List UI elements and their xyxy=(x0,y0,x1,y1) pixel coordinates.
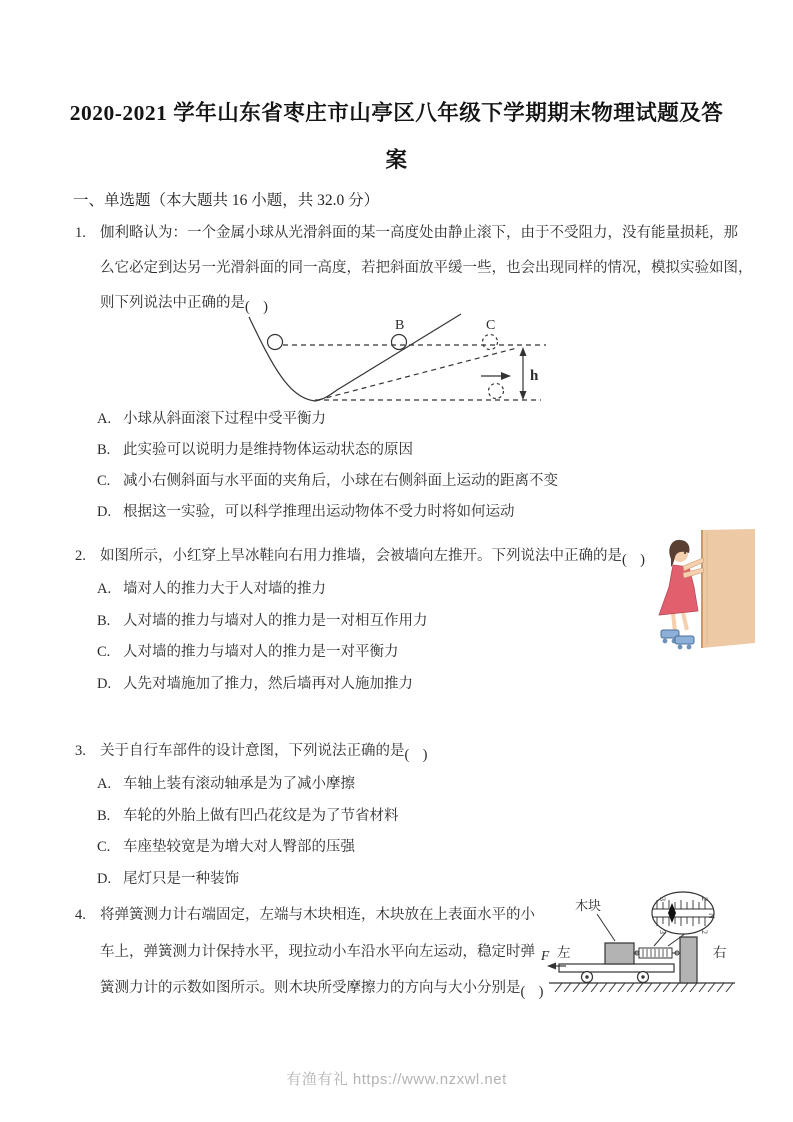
option-label: A. xyxy=(97,411,112,427)
question-1-options xyxy=(97,409,558,533)
option-label: D. xyxy=(97,504,112,520)
ball-start xyxy=(268,335,283,350)
option-text: 尾灯只是一种装饰 xyxy=(123,870,239,887)
option-label: C. xyxy=(97,839,111,855)
ball-b xyxy=(392,335,407,350)
option-text: 小球从斜面滚下过程中受平衡力 xyxy=(123,411,326,427)
answer-bracket: ( ) xyxy=(520,984,546,1000)
q4-spring-scale-cart-diagram xyxy=(535,886,763,998)
ball-c-label: C xyxy=(486,318,496,333)
ball-b-label: B xyxy=(395,318,405,333)
stem-line-text: 则下列说法中正确的是 xyxy=(100,295,245,311)
dial-number: 2 xyxy=(700,930,709,934)
fixed-post xyxy=(680,937,697,983)
page-title xyxy=(0,99,793,174)
ball-c-dashed xyxy=(483,335,498,350)
cart-wheel-hub xyxy=(585,975,588,978)
skate-wheel xyxy=(687,645,692,650)
force-label: F xyxy=(541,948,550,963)
option-text: 根据这一实验，可以科学推理出运动物体不受力时将如何运动 xyxy=(123,504,515,520)
option-label: A. xyxy=(97,776,112,792)
option-text: 人对墙的推力与墙对人的推力是一对平衡力 xyxy=(123,644,399,660)
stem-line-text: 簧测力计的示数如图所示。则木块所受摩擦力的方向与大小分别是 xyxy=(100,980,521,996)
option-label: C. xyxy=(97,644,111,660)
stem-line xyxy=(100,741,429,776)
page-title-line-1: 2020-2021 学年山东省枣庄市山亭区八年级下学期期末物理试题及答 xyxy=(69,101,724,125)
answer-bracket: ( ) xyxy=(404,747,430,763)
option-row xyxy=(97,674,428,706)
question-4-stem xyxy=(100,905,545,1015)
girl-leg xyxy=(673,613,675,632)
option-label: A. xyxy=(97,581,112,597)
option-row xyxy=(97,642,428,674)
stem-line xyxy=(100,546,647,581)
question-3-options xyxy=(97,774,399,900)
question-1-number: 1. xyxy=(75,225,86,241)
option-label: B. xyxy=(97,612,111,629)
q1-ramp-diagram xyxy=(233,299,563,414)
option-label: C. xyxy=(97,473,111,489)
question-2-stem xyxy=(100,546,647,581)
option-text: 此实验可以说明力是维持物体运动状态的原因 xyxy=(123,442,413,458)
stem-line: 车上，弹簧测力计保持水平，现拉动小车沿水平向左运动，稳定时弹 xyxy=(100,943,535,960)
page-title-line-2: 案 xyxy=(385,148,408,172)
stem-line: 么它必定到达另一光滑斜面的同一高度，若把斜面放平缓一些，也会出现同样的情况，模拟实验如图， xyxy=(100,260,753,276)
question-2-number: 2. xyxy=(75,548,86,564)
option-row xyxy=(97,869,399,901)
dial-unit: N xyxy=(707,913,716,919)
ball-bottom-dashed xyxy=(489,384,504,399)
callout-leader xyxy=(654,932,666,946)
ramp-curve xyxy=(249,314,461,401)
girl-leg xyxy=(683,613,687,630)
girl-eye xyxy=(684,552,686,554)
question-4-number: 4. xyxy=(75,907,86,923)
stem-line-text: 如图所示，小红穿上旱冰鞋向右用力推墙，会被墙向左推开。下列说法中正确的是 xyxy=(100,548,622,564)
answer-bracket: ( ) xyxy=(245,299,270,315)
roller-skate xyxy=(675,636,694,644)
skate-wheel xyxy=(678,645,683,650)
question-4 xyxy=(75,905,545,1015)
option-label: D. xyxy=(97,675,112,692)
option-text: 车轴上装有滚动轴承是为了减小摩擦 xyxy=(123,776,355,792)
force-arrowhead xyxy=(547,963,556,970)
ground-hatching xyxy=(555,983,733,992)
question-3-number: 3. xyxy=(75,743,86,759)
option-row xyxy=(97,837,399,869)
option-label: D. xyxy=(97,870,112,887)
girl-pushing-wall-illustration xyxy=(649,529,755,653)
stem-line xyxy=(100,978,545,1015)
wood-block xyxy=(605,943,634,964)
option-text: 人先对墙施加了推力，然后墙再对人施加推力 xyxy=(123,675,413,692)
dial-number: 3 xyxy=(658,897,667,901)
cart-wheel-hub xyxy=(641,975,644,978)
height-label: h xyxy=(530,368,539,384)
velocity-arrowhead xyxy=(501,372,511,380)
left-label: 左 xyxy=(557,945,571,960)
option-label: B. xyxy=(97,807,111,824)
height-arrowhead-bottom xyxy=(520,391,527,400)
option-row xyxy=(97,471,558,502)
option-row xyxy=(97,806,399,838)
question-2 xyxy=(75,546,647,581)
question-3-stem xyxy=(100,741,429,776)
option-row xyxy=(97,409,558,440)
option-text: 减小右侧斜面与水平面的夹角后，小球在右侧斜面上运动的距离不变 xyxy=(123,473,558,489)
answer-bracket: ( ) xyxy=(622,552,647,568)
option-row xyxy=(97,579,428,611)
question-2-options xyxy=(97,579,428,705)
height-arrowhead-top xyxy=(520,347,527,356)
block-label-leader xyxy=(597,914,615,941)
option-text: 墙对人的推力大于人对墙的推力 xyxy=(123,581,326,597)
section-heading: 一、单选题（本大题共 16 小题，共 32.0 分） xyxy=(73,192,380,209)
footer-watermark: 有渔有礼 https://www.nzxwl.net xyxy=(286,1071,507,1088)
stem-line: 伽利略认为：一个金属小球从光滑斜面的某一高度处由静止滚下，由于不受阻力，没有能量损耗，那 xyxy=(100,225,738,241)
option-text: 人对墙的推力与墙对人的推力是一对相互作用力 xyxy=(123,612,428,629)
option-text: 车座垫较宽是为增大对人臀部的压强 xyxy=(123,839,355,855)
right-label: 右 xyxy=(713,945,727,960)
block-label: 木块 xyxy=(575,898,602,913)
cart-platform xyxy=(559,964,674,972)
option-label: B. xyxy=(97,442,111,458)
option-row xyxy=(97,774,399,806)
stem-line: 将弹簧测力计右端固定，左端与木块相连，木块放在上表面水平的小 xyxy=(100,907,535,923)
wall-shape xyxy=(702,529,755,648)
question-3 xyxy=(75,741,429,776)
option-row xyxy=(97,440,558,471)
option-row xyxy=(97,502,558,533)
shallow-dashed-incline xyxy=(318,348,517,400)
option-row xyxy=(97,611,428,643)
skate-wheel xyxy=(663,639,668,644)
option-text: 车轮的外胎上做有凹凸花纹是为了节省材料 xyxy=(123,807,399,824)
stem-line-text: 关于自行车部件的设计意图，下列说法正确的是 xyxy=(100,743,405,759)
dial-number: 3 xyxy=(658,930,667,934)
dial-number: 2 xyxy=(700,897,709,901)
